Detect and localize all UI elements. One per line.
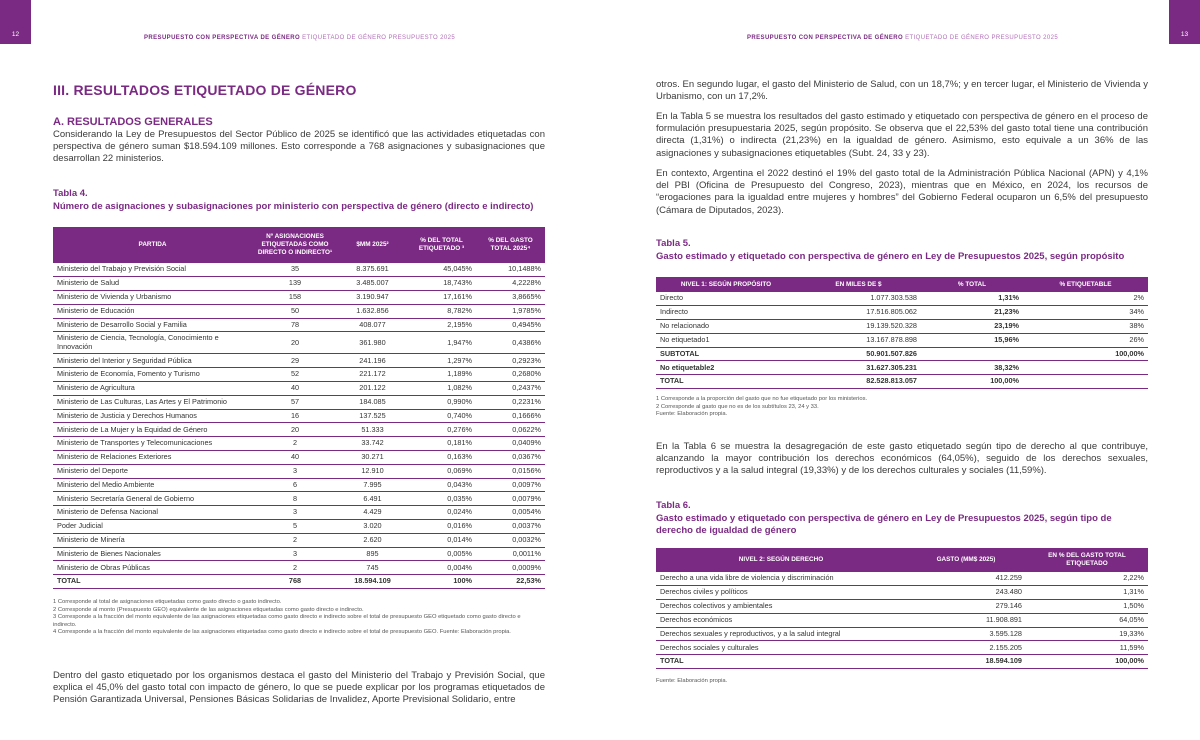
table-row <box>53 304 545 318</box>
table-cell: 1,31% <box>1026 586 1148 600</box>
table-cell: 361.980 <box>338 332 407 354</box>
table-cell: 52 <box>252 368 338 382</box>
table-cell: Ministerio de Obras Públicas <box>53 561 252 575</box>
section-title: III. RESULTADOS ETIQUETADO DE GÉNERO <box>53 82 357 98</box>
table6 <box>656 548 1148 669</box>
table-cell: 23,19% <box>921 320 1023 334</box>
table-cell: Ministerio de Minería <box>53 533 252 547</box>
footnote: Fuente: Elaboración propia. <box>656 411 728 417</box>
table-cell: No etiquetable2 <box>656 361 796 375</box>
table-cell: Ministerio de Transportes y Telecomunicaciones <box>53 437 252 451</box>
table-cell: 0,181% <box>407 437 476 451</box>
footnote: 4 Corresponde a la fracción del monto equivalente de las asignaciones etiquetadas como gasto directo e indirecto sobre el total de presupuesto GEO. Fuente: Elaboración propia. <box>53 629 511 635</box>
table-cell: 50 <box>252 304 338 318</box>
table5 <box>656 277 1148 389</box>
table6-title: Gasto estimado y etiquetado con perspectiva de género en Ley de Presupuestos 2025, según tipo de derecho de igualdad de género <box>656 512 1112 536</box>
table-cell: No etiquetado1 <box>656 333 796 347</box>
table-cell: 0,005% <box>407 547 476 561</box>
table-cell: Derechos sociales y culturales <box>656 641 906 655</box>
table-cell: 0,0054% <box>476 506 545 520</box>
table-cell: 64,05% <box>1026 613 1148 627</box>
t5-header-cell: % TOTAL <box>921 277 1023 292</box>
table-cell: 31.627.305.231 <box>796 361 921 375</box>
table-cell: 8 <box>252 492 338 506</box>
table-cell: 0,163% <box>407 451 476 465</box>
t4-header-cell: Nº ASIGNACIONES ETIQUETADAS COMO DIRECTO O INDIRECTO¹ <box>252 227 338 263</box>
table-cell: Ministerio del Deporte <box>53 464 252 478</box>
table-cell: 1,297% <box>407 354 476 368</box>
table-row <box>53 318 545 332</box>
table-cell: 0,4945% <box>476 318 545 332</box>
table-row <box>656 641 1148 655</box>
table-row <box>53 277 545 291</box>
table-row <box>53 382 545 396</box>
table-cell: 17.516.805.062 <box>796 306 921 320</box>
t5-header-cell: % ETIQUETABLE <box>1023 277 1148 292</box>
table-cell: 1,31% <box>921 292 1023 306</box>
table-cell: 38,32% <box>921 361 1023 375</box>
table-cell: 2.620 <box>338 533 407 547</box>
table-row <box>53 561 545 575</box>
table-row <box>53 368 545 382</box>
table-row <box>53 506 545 520</box>
table-cell: 3.190.947 <box>338 291 407 305</box>
table-cell: Ministerio de La Mujer y la Equidad de Género <box>53 423 252 437</box>
table-cell: 2 <box>252 533 338 547</box>
table-cell: 40 <box>252 451 338 465</box>
t6-header-cell: GASTO (MM$ 2025) <box>906 548 1026 572</box>
table-cell: 11,59% <box>1026 641 1148 655</box>
t4-header-cell: $MM 2025² <box>338 227 407 263</box>
table-row <box>53 478 545 492</box>
table-cell: 26% <box>1023 333 1148 347</box>
table-row <box>656 586 1148 600</box>
table-cell: 82.528.813.057 <box>796 375 921 389</box>
table-cell: 7.995 <box>338 478 407 492</box>
table-cell: 243.480 <box>906 586 1026 600</box>
table-row <box>656 627 1148 641</box>
table-cell: 2,22% <box>1026 572 1148 586</box>
table-row <box>53 464 545 478</box>
table6-source: Fuente: Elaboración propia. <box>656 678 728 684</box>
table-cell: 34% <box>1023 306 1148 320</box>
table-row <box>656 347 1148 361</box>
table-cell: 20 <box>252 332 338 354</box>
closing-paragraph: Dentro del gasto etiquetado por los organismos destaca el gasto del Ministerio del Trabajo y Previsión Social, que explica el 45,0% del gasto total con impacto de género, lo que se puede explicar por los programas etiquetados de Pensión Garantizada Universal, Pensiones Básicas Solidarias de Invalidez, Aporte Previsional Solidario, entre <box>53 670 545 706</box>
table-cell: 0,035% <box>407 492 476 506</box>
table-cell: 1,082% <box>407 382 476 396</box>
table-cell: 3.485.007 <box>338 277 407 291</box>
table-cell: Ministerio de Agricultura <box>53 382 252 396</box>
table-cell: 5 <box>252 520 338 534</box>
table-cell: Ministerio de Relaciones Exteriores <box>53 451 252 465</box>
table-cell: 0,004% <box>407 561 476 575</box>
table-cell: Ministerio de Desarrollo Social y Familia <box>53 318 252 332</box>
table-cell: 1,9785% <box>476 304 545 318</box>
table-row <box>53 451 545 465</box>
table-cell: 1.077.303.538 <box>796 292 921 306</box>
table-cell: 0,014% <box>407 533 476 547</box>
table-cell: 18,743% <box>407 277 476 291</box>
table-cell: 412.259 <box>906 572 1026 586</box>
table-cell: 408.077 <box>338 318 407 332</box>
paragraph-4: En la Tabla 6 se muestra la desagregación de este gasto etiquetado según tipo de derecho al que contribuye, alcanzando la mayor contribución los derechos económicos (64,05%), seguido de los derechos sexuales, reproductivos y a la salud integral (19,33%) y de los derechos culturales y sociales (11,59%). <box>656 441 1148 477</box>
table-cell: 0,069% <box>407 464 476 478</box>
table-cell: 33.742 <box>338 437 407 451</box>
table-cell: 3 <box>252 506 338 520</box>
table-cell: 2 <box>252 437 338 451</box>
table-cell: 1.632.856 <box>338 304 407 318</box>
table-cell: 19.139.520.328 <box>796 320 921 334</box>
table-cell: 35 <box>252 263 338 277</box>
t6-header-cell: NIVEL 2: SEGÚN DERECHO <box>656 548 906 572</box>
table-cell: 15,96% <box>921 333 1023 347</box>
table-cell: No relacionado <box>656 320 796 334</box>
table-cell: 0,2437% <box>476 382 545 396</box>
table-row <box>53 263 545 277</box>
table-row <box>53 395 545 409</box>
left-page-number: 12 <box>0 0 31 44</box>
table-cell: 100,00% <box>1026 655 1148 669</box>
table-cell: 51.333 <box>338 423 407 437</box>
table-cell: TOTAL <box>656 375 796 389</box>
running-header-left: PRESUPUESTO CON PERSPECTIVA DE GÉNERO ETIQUETADO DE GÉNERO PRESUPUESTO 2025 <box>144 35 456 41</box>
table-cell: 0,0097% <box>476 478 545 492</box>
table-cell: 4.429 <box>338 506 407 520</box>
t6-header-cell: EN % DEL GASTO TOTAL ETIQUETADO <box>1026 548 1148 572</box>
table-cell: 2,195% <box>407 318 476 332</box>
table-cell: 0,990% <box>407 395 476 409</box>
table-row <box>656 306 1148 320</box>
table-cell: Ministerio del Medio Ambiente <box>53 478 252 492</box>
table-cell: 21,23% <box>921 306 1023 320</box>
table-cell: Ministerio de Vivienda y Urbanismo <box>53 291 252 305</box>
table-cell: 8,782% <box>407 304 476 318</box>
table-cell: 0,0032% <box>476 533 545 547</box>
table-cell: Derechos económicos <box>656 613 906 627</box>
table-cell: 19,33% <box>1026 627 1148 641</box>
table-cell: 221.172 <box>338 368 407 382</box>
table-cell: 6 <box>252 478 338 492</box>
table-cell: Ministerio de Salud <box>53 277 252 291</box>
table-cell: Ministerio de Economía, Fomento y Turismo <box>53 368 252 382</box>
table-cell: 2% <box>1023 292 1148 306</box>
table-cell: 100,00% <box>1023 347 1148 361</box>
table-cell: 0,2231% <box>476 395 545 409</box>
t4-header-cell: % DEL GASTO TOTAL 2025⁴ <box>476 227 545 263</box>
table-row <box>53 492 545 506</box>
table-cell: 0,2923% <box>476 354 545 368</box>
table-cell: 1,947% <box>407 332 476 354</box>
table-row <box>656 333 1148 347</box>
table-cell: 29 <box>252 354 338 368</box>
table-cell: 745 <box>338 561 407 575</box>
table-row <box>53 291 545 305</box>
paragraph-3: En contexto, Argentina el 2022 destinó el 19% del gasto total de la Administración Pública Nacional (APN) y 4,1% del PBI (Oficina de Presupuesto del Congreso, 2023), mientras que en México, en 2024, los recursos de “erogaciones para la igualdad entre mujeres y hombres” del Gobierno Federal ocuparon un 6,5% del presupuesto (Cámara de Diputados, 2023). <box>656 168 1148 216</box>
intro-paragraph: Considerando la Ley de Presupuestos del Sector Público de 2025 se identificó que las actividades etiquetadas con perspectiva de género suman $18.594.109 millones. Esto corresponde a 768 asignaciones y subasignaciones que desarrollan 22 ministerios. <box>53 129 545 165</box>
table-cell: 8.375.691 <box>338 263 407 277</box>
table-cell <box>921 347 1023 361</box>
table-cell: 158 <box>252 291 338 305</box>
table-row <box>53 423 545 437</box>
subsection-title: A. RESULTADOS GENERALES <box>53 116 213 128</box>
table4-footnotes <box>53 599 545 637</box>
table-cell: Derechos civiles y políticos <box>656 586 906 600</box>
table-cell: 100,00% <box>921 375 1023 389</box>
table-row <box>53 437 545 451</box>
table-cell: Derecho a una vida libre de violencia y discriminación <box>656 572 906 586</box>
table4 <box>53 227 545 589</box>
table-cell: SUBTOTAL <box>656 347 796 361</box>
table-cell: 18.594.109 <box>338 575 407 589</box>
table-row <box>656 572 1148 586</box>
table-cell: 0,0011% <box>476 547 545 561</box>
footnote: 1 Corresponde a la proporción del gasto que no fue etiquetado por los ministerios. <box>656 396 868 402</box>
table-row <box>53 409 545 423</box>
table-row <box>53 332 545 354</box>
table4-label: Tabla 4. <box>53 188 88 199</box>
t4-header-cell: % DEL TOTAL ETIQUETADO ³ <box>407 227 476 263</box>
table5-title: Gasto estimado y etiquetado con perspectiva de género en Ley de Presupuestos 2025, según propósito <box>656 250 1125 262</box>
table-cell: 4,2228% <box>476 277 545 291</box>
footnote: 2 Corresponde al gasto que no es de los subtítulos 23, 24 y 33. <box>656 403 819 410</box>
running-header-right: PRESUPUESTO CON PERSPECTIVA DE GÉNERO ETIQUETADO DE GÉNERO PRESUPUESTO 2025 <box>747 35 1059 41</box>
table-cell: Ministerio de Defensa Nacional <box>53 506 252 520</box>
table-cell: 1,50% <box>1026 600 1148 614</box>
table-cell: Ministerio de Las Culturas, Las Artes y El Patrimonio <box>53 395 252 409</box>
table-cell: 3 <box>252 464 338 478</box>
table-cell <box>1023 375 1148 389</box>
table5-caption <box>656 238 1148 263</box>
table5-footnotes <box>656 396 1148 419</box>
table-cell: 0,043% <box>407 478 476 492</box>
table-cell: Derechos colectivos y ambientales <box>656 600 906 614</box>
table6-caption <box>656 500 1148 538</box>
table-cell: 201.122 <box>338 382 407 396</box>
table-cell: 0,740% <box>407 409 476 423</box>
table-row <box>53 520 545 534</box>
table-cell: 0,016% <box>407 520 476 534</box>
table-cell: 279.146 <box>906 600 1026 614</box>
table-cell: 241.196 <box>338 354 407 368</box>
table-cell: 768 <box>252 575 338 589</box>
table-cell: 0,0409% <box>476 437 545 451</box>
table-cell: 2 <box>252 561 338 575</box>
table-row <box>656 613 1148 627</box>
table-cell: 16 <box>252 409 338 423</box>
footnote: 1 Corresponde al total de asignaciones etiquetadas como gasto directo o gasto indirecto. <box>53 599 282 605</box>
table-cell: 0,0079% <box>476 492 545 506</box>
footnote: 3 Corresponde a la fracción del monto equivalente de las asignaciones etiquetadas como gasto directo e indirecto sobre el total de presupuesto GEO etiquetado como gasto directo e indirecto. <box>53 614 521 628</box>
t5-header-cell: EN MILES DE $ <box>796 277 921 292</box>
table-cell: Ministerio del Interior y Seguridad Pública <box>53 354 252 368</box>
table-cell: 13.167.878.898 <box>796 333 921 347</box>
table-cell: 0,024% <box>407 506 476 520</box>
table-cell: TOTAL <box>656 655 906 669</box>
table-cell: 3 <box>252 547 338 561</box>
table-cell: 184.085 <box>338 395 407 409</box>
table-cell: 38% <box>1023 320 1148 334</box>
footnote: 2 Corresponde al monto (Presupuesto GEO) equivalente de las asignaciones etiquetadas como gasto directo e indirecto. <box>53 606 364 613</box>
table-row <box>656 320 1148 334</box>
table4-title: Número de asignaciones y subasignaciones por ministerio con perspectiva de género (directo e indirecto) <box>53 200 534 212</box>
table-cell: 3.595.128 <box>906 627 1026 641</box>
table-cell: 0,0037% <box>476 520 545 534</box>
table-cell: 3,8665% <box>476 291 545 305</box>
table-cell: 0,0622% <box>476 423 545 437</box>
table-cell <box>1023 361 1148 375</box>
table-cell: Directo <box>656 292 796 306</box>
table-row <box>656 361 1148 375</box>
table-cell: 30.271 <box>338 451 407 465</box>
table-cell: TOTAL <box>53 575 252 589</box>
table-cell: Ministerio de Bienes Nacionales <box>53 547 252 561</box>
table-cell: Ministerio de Educación <box>53 304 252 318</box>
table-cell: 18.594.109 <box>906 655 1026 669</box>
table-cell: 100% <box>407 575 476 589</box>
paragraph-2: En la Tabla 5 se muestra los resultados del gasto estimado y etiquetado con perspectiva de género en el proceso de formulación presupuestaria 2025, según propósito. Se observa que el 22,53% del gasto total tiene una contribución directa (1,31%) o indirecta (21,23%) en la igualdad de género. Asimismo, esto equivale a un 36% de las asignaciones y subasignaciones etiquetables (Subt. 24, 33 y 23). <box>656 111 1148 159</box>
right-page-number: 13 <box>1169 0 1200 44</box>
table-cell: 50.901.507.826 <box>796 347 921 361</box>
table-row <box>53 533 545 547</box>
table-cell: 137.525 <box>338 409 407 423</box>
table-cell: 1,189% <box>407 368 476 382</box>
table-row <box>656 292 1148 306</box>
table-total-row <box>656 375 1148 389</box>
table-cell: 22,53% <box>476 575 545 589</box>
table-cell: Ministerio del Trabajo y Previsión Social <box>53 263 252 277</box>
table-cell: 0,276% <box>407 423 476 437</box>
table-total-row <box>656 655 1148 669</box>
table-cell: 3.020 <box>338 520 407 534</box>
table-cell: 0,2680% <box>476 368 545 382</box>
paragraph-1: otros. En segundo lugar, el gasto del Ministerio de Salud, con un 18,7%; y en tercer lugar, el Ministerio de Vivienda y Urbanismo, con un 17,2%. <box>656 79 1148 103</box>
table-cell: Ministerio Secretaría General de Gobierno <box>53 492 252 506</box>
table-cell: 895 <box>338 547 407 561</box>
table-cell: 2.155.205 <box>906 641 1026 655</box>
table-cell: Derechos sexuales y reproductivos, y a la salud integral <box>656 627 906 641</box>
table-row <box>53 354 545 368</box>
table-cell: 0,4386% <box>476 332 545 354</box>
table-cell: 0,0009% <box>476 561 545 575</box>
t5-header-cell: NIVEL 1: SEGÚN PROPÓSITO <box>656 277 796 292</box>
table-cell: 10,1488% <box>476 263 545 277</box>
table-cell: 40 <box>252 382 338 396</box>
table-cell: 45,045% <box>407 263 476 277</box>
table6-label: Tabla 6. <box>656 500 691 511</box>
table-cell: 12.910 <box>338 464 407 478</box>
table5-label: Tabla 5. <box>656 238 691 249</box>
table-cell: 20 <box>252 423 338 437</box>
table-cell: 17,161% <box>407 291 476 305</box>
table-cell: 0,0367% <box>476 451 545 465</box>
table-cell: Indirecto <box>656 306 796 320</box>
table4-caption <box>53 188 545 213</box>
table-cell: 139 <box>252 277 338 291</box>
table-cell: 0,1666% <box>476 409 545 423</box>
table-cell: Ministerio de Ciencia, Tecnología, Conocimiento e Innovación <box>53 332 252 354</box>
table-cell: Poder Judicial <box>53 520 252 534</box>
table-cell: 6.491 <box>338 492 407 506</box>
table-cell: 78 <box>252 318 338 332</box>
table-cell: 57 <box>252 395 338 409</box>
table-total-row <box>53 575 545 589</box>
t4-header-cell: PARTIDA <box>53 227 252 263</box>
table-row <box>656 600 1148 614</box>
table-cell: 11.908.891 <box>906 613 1026 627</box>
table-row <box>53 547 545 561</box>
table-cell: Ministerio de Justicia y Derechos Humanos <box>53 409 252 423</box>
table-cell: 0,0156% <box>476 464 545 478</box>
